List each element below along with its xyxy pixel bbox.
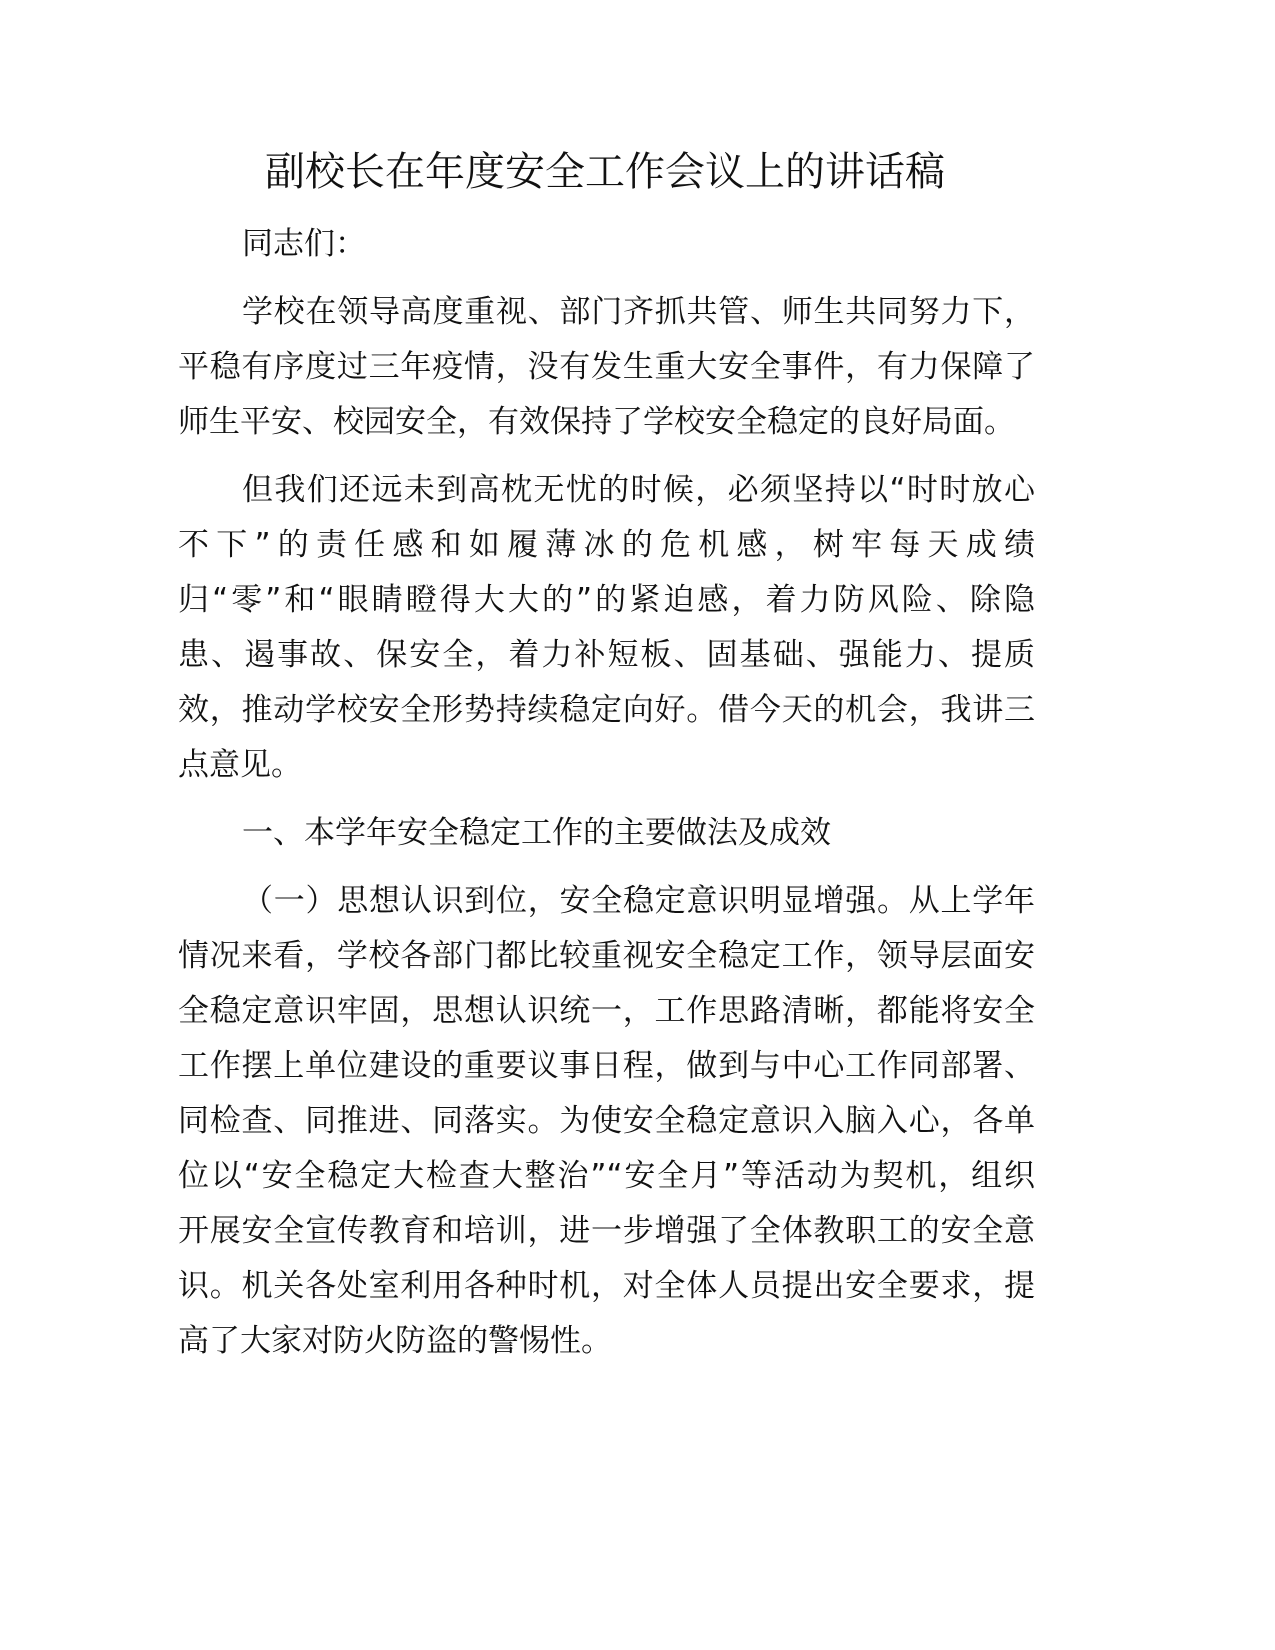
paragraph-line: 平稳有序度过三年疫情，没有发生重大安全事件，有力保障了 <box>178 349 1035 385</box>
paragraph-line: 工作摆上单位建设的重要议事日程，做到与中心工作同部署、 <box>178 1048 1035 1084</box>
paragraph-line: 患、遏事故、保安全，着力补短板、固基础、强能力、提质 <box>178 637 1035 673</box>
paragraph-line: 学校在领导高度重视、部门齐抓共管、师生共同努力下， <box>242 294 1035 330</box>
paragraph-line: 高了大家对防火防盗的警惕性。 <box>178 1323 612 1359</box>
paragraph-line: 同检查、同推进、同落实。为使安全稳定意识入脑入心，各单 <box>178 1103 1035 1139</box>
paragraph-line: 识。机关各处室利用各种时机，对全体人员提出安全要求，提 <box>178 1268 1035 1304</box>
paragraph-line: 点意见。 <box>178 747 302 783</box>
paragraph-line: 但我们还远未到高枕无忧的时候，必须坚持以“时时放心 <box>242 472 1035 508</box>
paragraph-line: 全稳定意识牢固，思想认识统一，工作思路清晰，都能将安全 <box>178 993 1035 1029</box>
paragraph-line: 效，推动学校安全形势持续稳定向好。借今天的机会，我讲三 <box>178 692 1035 728</box>
salutation: 同志们： <box>242 226 366 262</box>
paragraph-line: （一）思想认识到位，安全稳定意识明显增强。从上学年 <box>242 883 1035 919</box>
paragraph-line: 师生平安、校园安全，有效保持了学校安全稳定的良好局面。 <box>178 404 1015 440</box>
paragraph-line: 情况来看，学校各部门都比较重视安全稳定工作，领导层面安 <box>178 938 1035 974</box>
section-heading: 一、本学年安全稳定工作的主要做法及成效 <box>242 815 831 851</box>
paragraph-line: 归“零”和“眼睛瞪得大大的”的紧迫感，着力防风险、除隐 <box>178 582 1035 618</box>
paragraph-line: 不下”的责任感和如履薄冰的危机感，树牢每天成绩 <box>178 527 1035 563</box>
paragraph-line: 开展安全宣传教育和培训，进一步增强了全体教职工的安全意 <box>178 1213 1035 1249</box>
paragraph-line: 位以“安全稳定大检查大整治”“安全月”等活动为契机，组织 <box>178 1158 1035 1194</box>
document-title: 副校长在年度安全工作会议上的讲话稿 <box>265 149 945 195</box>
